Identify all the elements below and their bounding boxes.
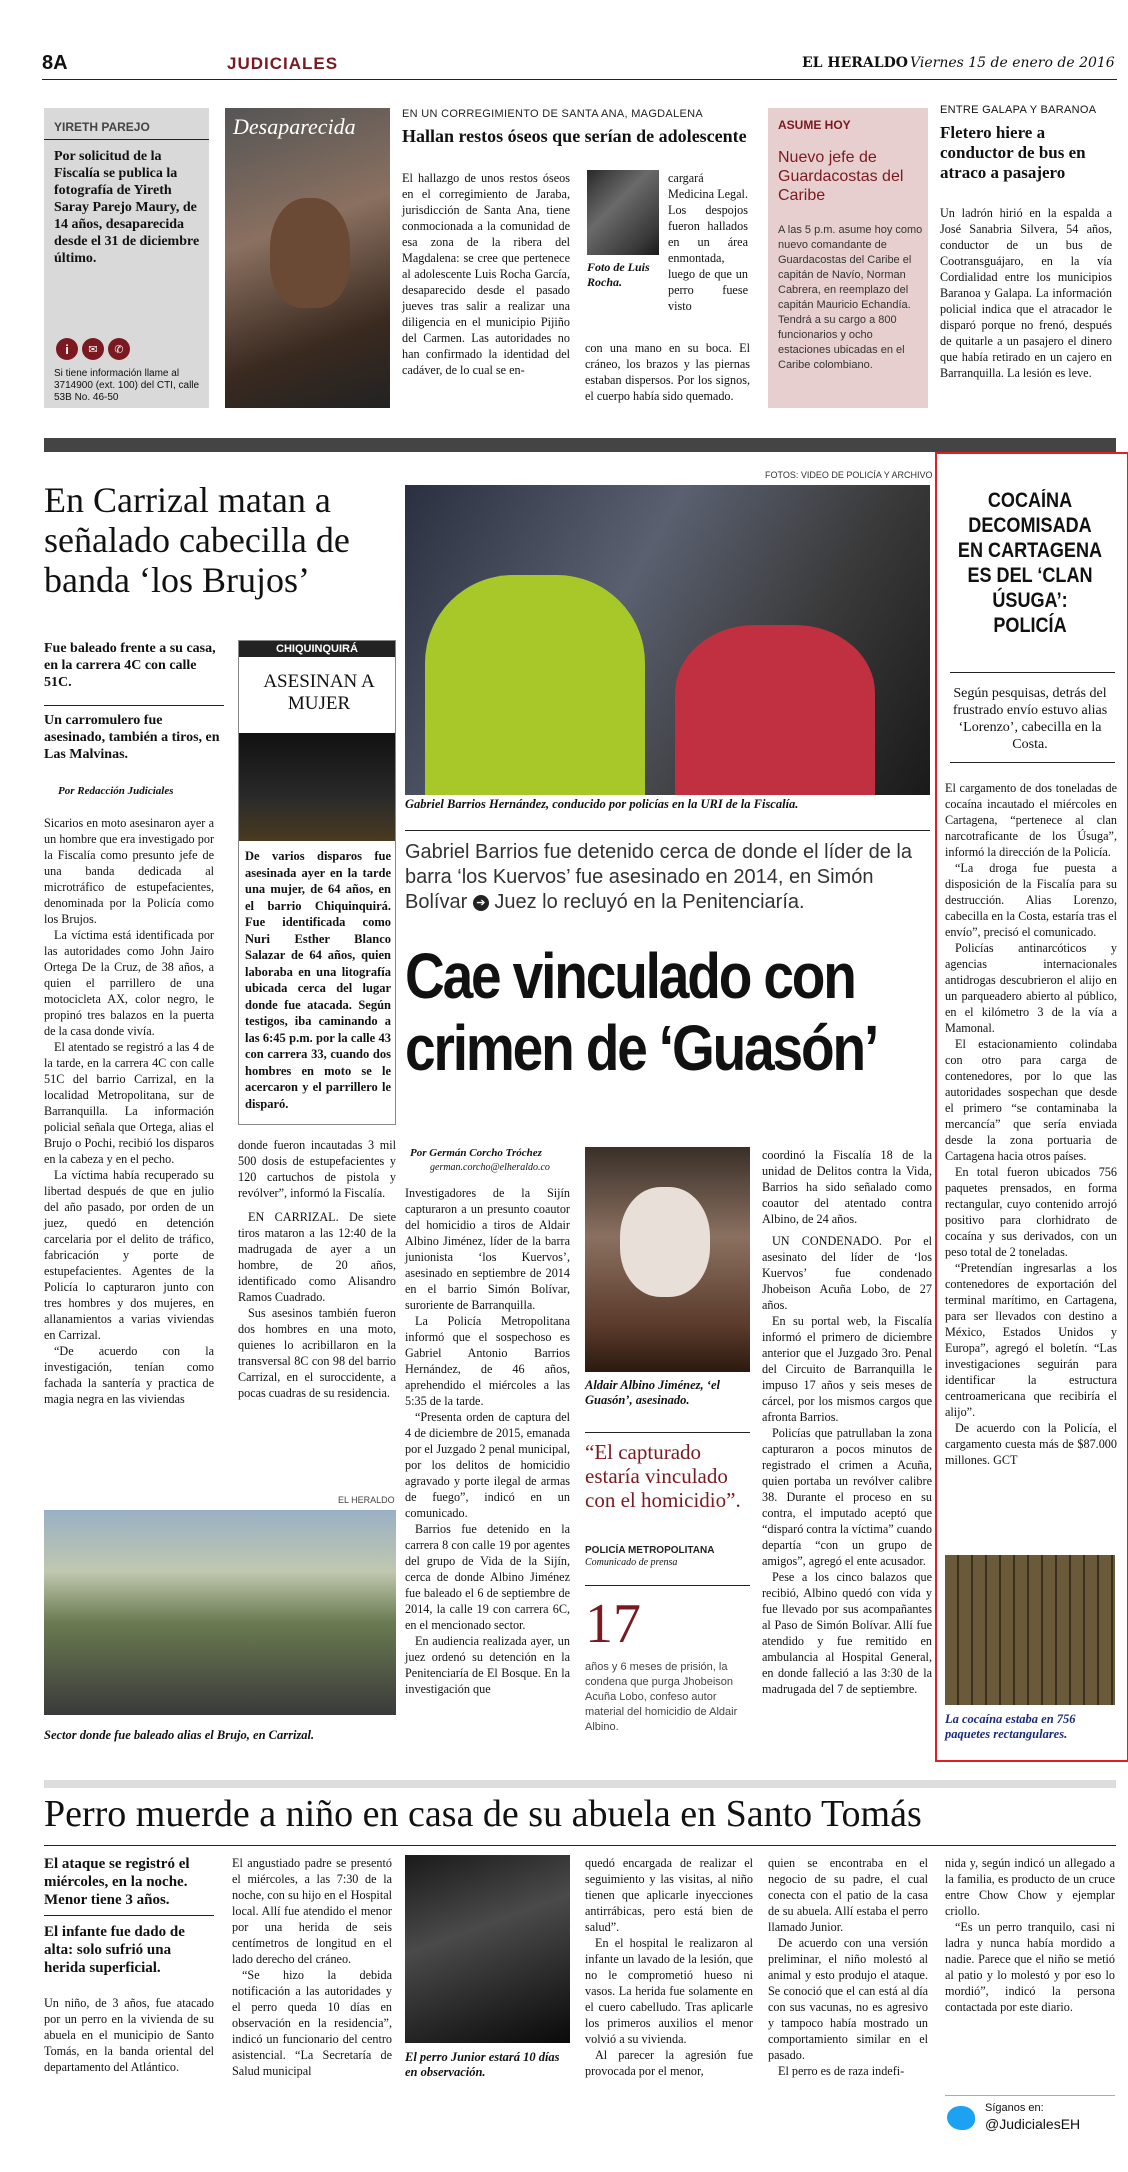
- cocaine-p2: “La droga fue puesta a disposición de la Fiscalía para su destrucción. Alias Lorenzo, cabecilla en la Costa, estaría tras el envío”, precisó el comunicado.: [945, 861, 1117, 939]
- chiqui-photo: [239, 733, 395, 841]
- guason-title: Cae vinculado con crimen de ‘Guasón’: [405, 940, 878, 1084]
- missing-icons: [56, 338, 130, 360]
- page-header: [42, 50, 1117, 80]
- carrizal-p4: La víctima había recuperado su libertad después de que en julio del año pasado, por orden de un juez, quedó en detención carcelaria por el delito de tráfico, fabricación y porte de estupefacientes. Agentes de la Policía lo capturaron junto con tres hombres y dos mujeres, en allanamientos a varias viviendas en Carrizal.: [44, 1168, 214, 1342]
- guason-p4: Barrios fue detenido en la carrera 8 con calle 19 por agentes del grupo de Vida de la Sijín, cerca de donde Albino Jiménez fue baleado el 6 de septiembre de 2014, la calle 19 con carrera 6C, en el mencionado sector.: [405, 1522, 570, 1632]
- bones-col2b: con una mano en su boca. El cráneo, los brazos y las piernas estaban dispersos. Por los signos, el cuerpo había sido quemado.: [585, 341, 750, 403]
- dog-p4: En el hospital le realizaron al infante un lavado de la lesión, que no le comprometió hueso ni vasos. La herida fue solamente en el cuero cabelludo. Tras aplicarle los primeros auxilios el menor volvió a su vivienda.: [585, 1936, 753, 2046]
- missing-text: Por solicitud de la Fiscalía se publica la fotografía de Yireth Saray Parejo Maury, de 14 años, desaparecida desde el 31 de diciembre último.: [54, 149, 200, 266]
- phone-icon: ✆: [108, 338, 130, 360]
- victim-photo: [585, 1147, 750, 1372]
- dog-title: Perro muerde a niño en casa de su abuela en Santo Tomás: [44, 1793, 922, 1835]
- missing-photo: [225, 108, 390, 408]
- page-number: 8A: [42, 52, 68, 74]
- carrizal-body2: [238, 1137, 396, 1401]
- dog-p7: De acuerdo con una versión preliminar, el niño molestó al animal y esto produjo el ataque. Se conoció que el can está al día con sus vacunas, no es agresivo y tampoco había mostrado un comportamiento similar en el pasado.: [768, 1936, 928, 2062]
- carrizal-p1: Sicarios en moto asesinaron ayer a un hombre que era investigado por la Fiscalía como presunto jefe de una banda dedicada al microtráfico de estupefacientes, denominada por la Policía como los Brujos.: [44, 816, 214, 926]
- coast-kicker: ASUME HOY: [778, 118, 851, 132]
- cocaine-p6: “Pretendían ingresarlas a los contenedores de exportación del terminal marítimo, en Cartagena, para ser llevados con destino a México, Estados Unidos y Europa”, agregó el boletín. “Las investigaciones seguirán para identificar la estructura centroamericana que recibiría el alijo”.: [945, 1261, 1117, 1419]
- quote-source: POLICÍA METROPOLITANA: [585, 1545, 715, 1556]
- guason-email: german.corcho@elheraldo.co: [430, 1162, 550, 1173]
- guason-quote: “El capturado estaría vinculado con el homicidio”.: [585, 1440, 741, 1512]
- dog-p10: “Es un perro tranquilo, casi ni ladra y nunca había mordido a nadie. Parece que el niño se metió al patio y lo molestó y por eso lo mordió”, indicó la persona contactada por este diario.: [945, 1920, 1115, 2014]
- dog-photo: [405, 1855, 570, 2043]
- bones-col2a: cargará Medicina Legal. Los despojos fueron hallados en un área enmontada, luego de que un perro fuese visto: [668, 171, 748, 313]
- dog-p1: El angustiado padre se presentó el miércoles, a las 7:30 de la noche, con su hijo en el Hospital local. Allí fue atendido el menor por una herida de seis centímetros de longitud en el lado derecho del cráneo.: [232, 1856, 392, 1966]
- carrizal-p6: donde fueron incautadas 3 mil 500 dosis de estupefacientes y 120 cartuchos de pistola y revólver”, informó la Fiscalía.: [238, 1138, 396, 1200]
- arrow-icon: ➔: [473, 895, 489, 911]
- twitter-icon: [947, 2106, 975, 2130]
- carrizal-p5: “De acuerdo con la investigación, tenían como fachada la santería y practica de magia negra en las viviendas: [44, 1344, 214, 1406]
- social-label: Síganos en:: [985, 2102, 1044, 2114]
- dog-p9: nida y, según indicó un allegado a la familia, es producto de un cruce entre Chow Chow y ejemplar criollo.: [945, 1856, 1115, 1918]
- guason-p8: En su portal web, la Fiscalía informó el primero de diciembre anterior que el Juzgado 3ro. Penal del Circuito de Barranquilla le impuso 17 años y seis meses de cárcel, por los mismos cargos que afronta Barrios.: [762, 1314, 932, 1424]
- carrizal-photo: [44, 1510, 396, 1715]
- dog-col4: [945, 1855, 1115, 2015]
- carrizal-photo-credit: EL HERALDO: [338, 1495, 395, 1505]
- carrizal-p8: Sus asesinos también fueron dos hombres en una moto, quienes lo acribillaron en la transversal 8C con 98 del barrio Carrizal, en el suroccidente, a pocas cuadras de su residencia.: [238, 1306, 396, 1400]
- dog-sub2: El infante fue dado de alta: solo sufrió una herida superficial.: [44, 1924, 185, 1976]
- quote-source-2: Comunicado de prensa: [585, 1557, 678, 1568]
- page-date: Viernes 15 de enero de 2016: [910, 55, 1115, 71]
- cocaine-sub: Según pesquisas, detrás del frustrado envío estuvo alias ‘Lorenzo’, cabecilla en la Costa.: [952, 686, 1108, 752]
- carrizal-caption: Sector donde fue baleado alias el Brujo, en Carrizal.: [44, 1728, 315, 1742]
- guason-p3: “Presenta orden de captura del 4 de diciembre de 2015, emanada por el Juzgado 2 penal municipal, por los delitos de homicidio agravado y porte ilegal de armas de fuego”, indicó en un comunicado.: [405, 1410, 570, 1520]
- carrizal-sub2: Un carromulero fue asesinado, también a tiros, en Las Malvinas.: [44, 713, 220, 762]
- bones-col1: El hallazgo de unos restos óseos en el corregimiento de Jaraba, jurisdicción de Santa Ana, tiene conmocionada a la comunidad de esa zona de la ribera del Magdalena: se cree que pertenece al adolescente Luis Rocha García, desaparecido desde el pasado jueves tras salir a realizar una diligencia en el municipio Pijiño del Carmen. Las autoridades no han confirmado la identidad del cadáver, de lo cual se en-: [402, 171, 570, 377]
- missing-kicker: YIRETH PAREJO: [54, 120, 150, 134]
- paper-name: EL HERALDO: [802, 55, 908, 71]
- chiqui-box: [238, 640, 396, 1125]
- dog-col2: [585, 1855, 753, 2079]
- guason-p1: Investigadores de la Sijín capturaron a un presunto coautor del homicidio a tiros de Aldair Albino Jiménez, líder de la barra junionista ‘los Kuervos’, asesinado en septiembre de 2014 en el barrio Simón Bolívar, suroriente de Barranquilla.: [405, 1186, 570, 1312]
- cocaine-p1: El cargamento de dos toneladas de cocaína incautado el miércoles en Cartagena, “pertenece al clan narcotraficante de los Úsuga”, informó la dirección de la Policía.: [945, 781, 1117, 859]
- dog-p6: quien se encontraba en el negocio de su padre, el cual conecta con el patio de la casa de su abuela. Allí estaba el perro llamado Junior.: [768, 1856, 928, 1934]
- victim-caption: Aldair Albino Jiménez, ‘el Guasón’, asesinado.: [585, 1378, 720, 1407]
- guason-body1: [405, 1185, 570, 1697]
- missing-info: Si tiene información llame al 3714900 (ext. 100) del CTI, calle 53B No. 46-50: [54, 368, 200, 403]
- social-handle[interactable]: @JudicialesEH: [985, 2116, 1081, 2132]
- bones-title: Hallan restos óseos que serían de adolescente: [402, 126, 747, 146]
- guason-stat-text: años y 6 meses de prisión, la condena que purga Jhobeison Acuña Lobo, confeso autor material del homicidio de Aldair Albino.: [585, 1661, 738, 1733]
- guason-deck-2: Juez lo recluyó en la Penitenciaría.: [494, 891, 805, 913]
- coast-box: [768, 108, 928, 408]
- cocaine-p7: De acuerdo con la Policía, el cargamento cuesta más de $87.000 millones. GCT: [945, 1421, 1117, 1467]
- guason-body2: [762, 1147, 932, 1697]
- dog-p5: Al parecer la agresión fue provocada por el menor,: [585, 2048, 753, 2078]
- coast-text: A las 5 p.m. asume hoy como nuevo comandante de Guardacostas del Caribe el capitán de Navío, Norman Cabrera, en reemplazo del capitán Mauricio Echandía. Tendrá a su cargo a 800 funcionarios y ocho estaciones ubicadas en el Caribe colombiano.: [778, 224, 923, 371]
- bones-photo-caption: Foto de Luis Rocha.: [587, 260, 650, 289]
- social-box[interactable]: [945, 2095, 1115, 2139]
- carrizal-body1: [44, 815, 214, 1407]
- dog-lead: Un niño, de 3 años, fue atacado por un perro en la vivienda de su abuela en el municipio de Santo Tomás, en la banda oriental del departamento del Atlántico.: [44, 1996, 214, 2074]
- cocaine-body: [945, 780, 1117, 1468]
- bones-kicker: EN UN CORREGIMIENTO DE SANTA ANA, MAGDALENA: [402, 108, 703, 120]
- guason-byline: Por Germán Corcho Tróchez: [410, 1147, 542, 1159]
- missing-box: [44, 108, 209, 408]
- guason-p2: La Policía Metropolitana informó que el sospechoso es Gabriel Antonio Barrios Hernández, de 46 años, aprehendido el miércoles a las 5:35 de la tarde.: [405, 1314, 570, 1408]
- dog-caption: El perro Junior estará 10 días en observación.: [405, 2050, 560, 2079]
- guason-photo-caption: Gabriel Barrios Hernández, conducido por policías en la URI de la Fiscalía.: [405, 797, 799, 811]
- carrizal-sub1: Fue baleado frente a su casa, en la carrera 4C con calle 51C.: [44, 641, 216, 690]
- guason-p10: Pese a los cinco balazos que recibió, Albino quedó con vida y fue llevado por sus acompañantes al Paso de Simón Bolívar. Allí fue atendido y fue remitido en ambulancia al Hospital General, en donde falleció a las 3:30 de la madrugada del 7 de septiembre.: [762, 1570, 932, 1696]
- dog-sub1: El ataque se registró el miércoles, en la noche. Menor tiene 3 años.: [44, 1856, 190, 1908]
- guason-photo-credit: FOTOS: VIDEO DE POLICÍA Y ARCHIVO: [765, 470, 933, 480]
- carrizal-p2: La víctima está identificada por las autoridades como John Jairo Ortega De la Cruz, de 38 años, a quien el parrillero de una motocicleta AX, color negro, le propinó tres balazos en la puerta de la casa donde vivía.: [44, 928, 214, 1038]
- bones-photo: [587, 170, 659, 255]
- guason-deck-text: Gabriel Barrios fue detenido cerca de donde el líder de la barra ‘los Kuervos’ fue asesinado en 2014, en Simón Bolívar: [405, 841, 912, 913]
- chiqui-kicker: CHIQUINQUIRÁ: [239, 641, 395, 657]
- chiqui-title: ASESINAN A MUJER: [263, 671, 375, 714]
- guason-deck: [405, 840, 930, 915]
- cocaine-photo: [945, 1555, 1115, 1705]
- mail-icon: ✉: [82, 338, 104, 360]
- guason-p7: UN CONDENADO. Por el asesinato del líder de ‘los Kuervos’ fue condenado Jhobeison Acuña Lobo, de 27 años.: [762, 1234, 932, 1312]
- driver-text: Un ladrón hirió en la espalda a José Sanabria Silvera, 54 años, conductor de un bus de Cootransguájaro, en la vía Cordialidad entre los municipios Baranoa y Galapa. La información policial indica que el atracador le disparó porque no frenó, después de quitarle a un pasajero el dinero que había retirado en un cajero en Barranquilla. La lesión es leve.: [940, 206, 1112, 380]
- section-name: JUDICIALES: [227, 54, 339, 73]
- cocaine-p3: Policías antinarcóticos y agencias internacionales antidrogas descubrieron el alijo en un parqueadero abierto al público, en el kilómetro 3 de la vía a Mamonal.: [945, 941, 1117, 1035]
- dog-p8: El perro es de raza indefi-: [778, 2064, 905, 2078]
- carrizal-p3: El atentado se registró a las 4 de la tarde, en la carrera 4C con calle 51C del barrio Carrizal, en la localidad Metropolitana, sur de Barranquilla. La información policial señala que Ortega, alias el Brujo o Pochi, recibió los disparos en la cabeza y en el pecho.: [44, 1040, 214, 1166]
- carrizal-title: En Carrizal matan a señalado cabecilla de banda ‘los Brujos’: [44, 480, 350, 600]
- info-icon: i: [56, 338, 78, 360]
- guason-p6: coordinó la Fiscalía 18 de la unidad de Delitos contra la Vida, Barrios ha sido señalado como coautor del atentado contra Albino, de 24 años.: [762, 1148, 932, 1226]
- guason-photo: [405, 485, 930, 795]
- dog-p2: “Se hizo la debida notificación a las autoridades y el perro queda 10 días en observación en la residencia”, indicó un funcionario del centro asistencial. “La Secretaría de Salud municipal: [232, 1968, 392, 2078]
- cocaine-p5: En total fueron ubicados 756 paquetes prensados, en forma rectangular, cuyo contenido arrojó positivo para clorhidrato de cocaína y sus derivados, con un peso total de 2 toneladas.: [945, 1165, 1117, 1259]
- guason-p5: En audiencia realizada ayer, un juez ordenó su detención en la Penitenciaría de El Bosque. En la investigación que: [405, 1634, 570, 1696]
- chiqui-text: De varios disparos fue asesinada ayer en la tarde una mujer, de 64 años, en el barrio Chiquinquirá. Fue identificada como Nuri Esther Blanco Salazar de 64 años, quien laboraba en una litografía ubicada cerca del lugar donde fue atacada. Según testigos, iba caminando a las 6:45 p.m. por la calle 43 con carrera 33, cuando dos hombres en moto se le acercaron y el parrillero le disparó.: [245, 849, 391, 1111]
- coast-title: Nuevo jefe de Guardacostas del Caribe: [778, 149, 904, 204]
- driver-title: Fletero hiere a conductor de bus en atraco a pasajero: [940, 123, 1086, 182]
- cocaine-title: COCAÍNA DECOMISADA EN CARTAGENA ES DEL ‘CLAN ÚSUGA’: POLICÍA: [957, 489, 1103, 637]
- guason-p9: Policías que patrullaban la zona capturaron a pocos minutos de registrado el crimen a Acuña, quien portaba un revólver calibre 38. Durante el proceso en su contra, el imputado aceptó que “disparó contra la víctima” cuando departía “con un grupo de amigos”, agregó el ente acusador.: [762, 1426, 932, 1568]
- cocaine-p4: El estacionamiento colindaba con otro para carga de contenedores, por lo que las autoridades sospechan que desde el primero “se contaminaba la mercancía” que sería enviada desde la zona portuaria de Cartagena hacia otros países.: [945, 1037, 1117, 1163]
- guason-stat: 17: [585, 1593, 641, 1655]
- carrizal-byline: Por Redacción Judiciales: [58, 785, 174, 797]
- driver-kicker: ENTRE GALAPA Y BARANOA: [940, 104, 1097, 116]
- cocaine-caption: La cocaína estaba en 756 paquetes rectangulares.: [945, 1712, 1076, 1741]
- dog-col1: [232, 1855, 392, 2079]
- dog-p3: quedó encargada de realizar el seguimiento y las visitas, al niño tienen que aplicarle inyecciones antirrábicas, pero está bien de salud”.: [585, 1856, 753, 1934]
- missing-photo-label: Desaparecida: [233, 114, 356, 139]
- dog-col3: [768, 1855, 928, 2079]
- carrizal-p7: EN CARRIZAL. De siete tiros mataron a las 12:40 de la madrugada de ayer a un hombre, de 20 años, identificado como Alisandro Ramos Cuadrado.: [238, 1210, 396, 1304]
